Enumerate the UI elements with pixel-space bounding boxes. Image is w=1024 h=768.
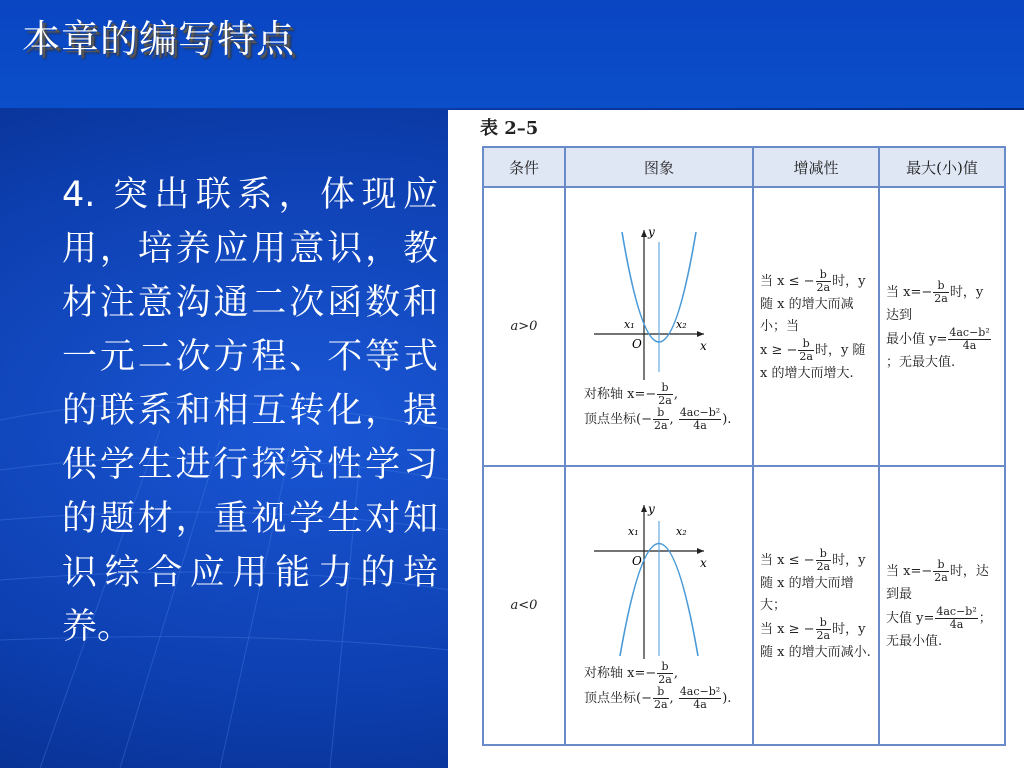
extreme-value-cell [879, 466, 1005, 745]
graph-label-x2: x₂ [676, 524, 687, 538]
vertex-label: 顶点坐标 [584, 411, 637, 427]
frac-den: 2a [934, 570, 948, 584]
frac-den: 4a [693, 697, 707, 711]
axis-label: 对称轴 x=− [584, 386, 657, 402]
frac-den: 2a [816, 559, 831, 573]
frac-den: 2a [658, 393, 672, 407]
graph-label-x1: x₁ [628, 524, 639, 538]
frac-num: b [657, 382, 673, 395]
fraction [653, 686, 669, 711]
frac-num: 4ac−b² [679, 684, 721, 698]
text: ；无最小值. [886, 610, 992, 649]
fraction [935, 606, 977, 631]
vertex-text: 顶点坐标(− $\frac{b}{2a}$ , $\frac{\text{4ac−b²}}{4a}$ ). [584, 684, 732, 711]
condition-cell: a<0 [483, 466, 565, 745]
frac-den: 2a [816, 628, 831, 642]
axis-of-symmetry-text: 对称轴 x=− $\frac{b}{2a}$ , [584, 380, 678, 407]
frac-den: 2a [934, 291, 948, 305]
condition-cell: a>0 [483, 187, 565, 466]
frac-den: 4a [693, 418, 707, 432]
graph-label-y: y [648, 501, 655, 516]
monotonicity-cell [753, 187, 879, 466]
frac-den: 4a [962, 338, 977, 352]
graph-label-origin: O [632, 553, 642, 568]
text: ；无最大值. [886, 354, 956, 370]
text: 最小值 y= [886, 331, 948, 347]
vertex-text: 顶点坐标(− $\frac{b}{2a}$ , $\frac{\text{4ac−b²}}{4a}$ ). [584, 405, 732, 432]
frac-num: 4ac−b² [936, 604, 977, 618]
downward-parabola-graph [584, 501, 734, 661]
table-figure [448, 110, 1024, 768]
header-graph: 图象 [565, 147, 753, 187]
frac-num: 4ac−b² [949, 325, 990, 339]
frac-num: b [657, 661, 673, 674]
axis-label: 对称轴 x=− [584, 665, 657, 681]
frac-num: b [798, 338, 814, 351]
text: x ≥ − [760, 342, 798, 358]
vertex-label: 顶点坐标 [584, 690, 637, 706]
header-monotonicity: 增减性 [753, 147, 879, 187]
upward-parabola-graph [584, 222, 734, 382]
quadratic-properties-table [482, 146, 1006, 746]
fraction [816, 617, 832, 642]
graph-label-x: x [700, 338, 707, 353]
frac-den: 2a [653, 697, 668, 711]
header-extreme-value: 最大(小)值 [879, 147, 1005, 187]
frac-num: b [653, 407, 669, 420]
header-condition: 条件 [483, 147, 565, 187]
fraction [679, 686, 721, 711]
text: 大值 y= [886, 610, 935, 626]
table-header-row [483, 147, 1005, 187]
text: 时，y 达到 [886, 284, 984, 323]
text: 当 x=− [886, 563, 933, 579]
graph-label-x2: x₂ [676, 317, 687, 331]
frac-num: b [816, 617, 832, 630]
text: 当 x ≥ − [760, 621, 815, 637]
monotonicity-cell [753, 466, 879, 745]
text: 当 x ≤ − [760, 552, 815, 568]
fraction [798, 338, 814, 363]
text: 时，达到最 [886, 563, 989, 602]
body-paragraph: 4. 突出联系，体现应用，培养应用意识，教材注意沟通二次函数和一元二次方程、不等式的联系和相互转化，提供学生进行探究性学习的题材，重视学生对知识综合应用能力的培养。 [62, 175, 438, 647]
fraction [679, 407, 721, 432]
fraction [657, 382, 673, 407]
frac-num: b [816, 548, 832, 561]
fraction [948, 327, 990, 352]
fraction [816, 269, 832, 294]
fraction [933, 280, 949, 305]
frac-num: b [653, 686, 669, 699]
frac-den: 2a [816, 280, 831, 294]
fraction [653, 407, 669, 432]
frac-den: 4a [949, 617, 964, 631]
fraction [933, 559, 949, 584]
text: 时，y 随 x 的增大而减小. [760, 621, 871, 660]
frac-den: 2a [658, 672, 672, 686]
text: 时，y 随 x 的增大而增大； [760, 552, 866, 613]
text: 当 x=− [886, 284, 933, 300]
frac-num: b [933, 280, 949, 293]
graph-label-x: x [700, 555, 707, 570]
table-row [483, 466, 1005, 745]
fraction [657, 661, 673, 686]
graph-label-origin: O [632, 336, 642, 351]
text: 时，y 随 x 的增大而增大. [760, 342, 866, 381]
table-row [483, 187, 1005, 466]
text: 当 x ≤ − [760, 273, 815, 289]
frac-num: b [816, 269, 832, 282]
text: 时，y 随 x 的增大而减小；当 [760, 273, 866, 334]
fraction [816, 548, 832, 573]
axis-of-symmetry-text: 对称轴 x=− $\frac{b}{2a}$ , [584, 659, 678, 686]
frac-den: 2a [653, 418, 668, 432]
frac-den: 2a [799, 349, 813, 363]
graph-label-y: y [648, 224, 655, 239]
frac-num: b [933, 559, 949, 572]
graph-label-x1: x₁ [624, 317, 635, 331]
table-caption: 表 2–5 [480, 118, 539, 139]
extreme-value-cell [879, 187, 1005, 466]
graph-cell [565, 187, 753, 466]
slide-title: 本章的编写特点 [22, 17, 296, 61]
frac-num: 4ac−b² [679, 405, 721, 419]
graph-cell [565, 466, 753, 745]
